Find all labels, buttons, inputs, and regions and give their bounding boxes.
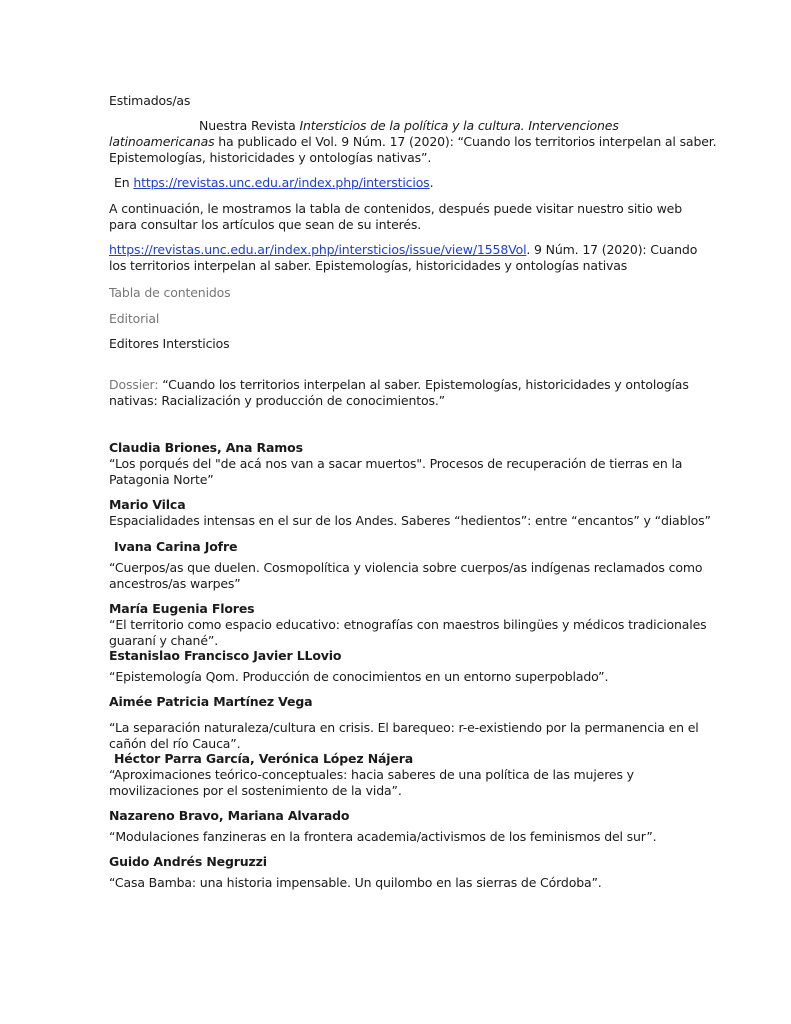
article-authors: Héctor Parra García, Verónica López Nájera	[114, 751, 414, 766]
article-title-cont: Patagonia Norte”	[109, 472, 214, 487]
article-authors: Aimée Patricia Martínez Vega	[109, 694, 313, 709]
article-title-cont: movilizaciones por el sostenimiento de la vida”.	[109, 783, 402, 798]
issue-link[interactable]: https://revistas.unc.edu.ar/index.php/intersticios/issue/view/1558Vol	[109, 242, 527, 257]
continuation-paragraph: A continuación, le mostramos la tabla de contenidos, después puede visitar nuestro sitio web para consultar los artículos que sean de su interés.	[109, 201, 682, 232]
article-authors: Guido Andrés Negruzzi	[109, 854, 267, 869]
article-title: “Casa Bamba: una historia impensable. Un quilombo en las sierras de Córdoba”.	[109, 875, 602, 890]
article-title: “Aproximaciones teórico-conceptuales: hacia saberes de una política de las mujeres y	[109, 767, 634, 782]
issue-line-2: los territorios interpelan al saber. Epistemologías, historicidades y ontologías nativas	[109, 258, 628, 273]
article-authors: Claudia Briones, Ana Ramos	[109, 440, 303, 455]
intro-prefix: Nuestra Revista	[199, 118, 300, 133]
issue-rest: . 9 Núm. 17 (2020): Cuando	[526, 242, 698, 257]
article-title-cont: guaraní y chané”.	[109, 633, 219, 648]
dossier-line-1	[109, 377, 689, 393]
site-line	[109, 175, 689, 191]
intro-line-1	[109, 118, 684, 134]
article-title: “La separación naturaleza/cultura en crisis. El barequeo: r-e-existiendo por la permanencia en el	[109, 720, 699, 735]
article-title: “Epistemología Qom. Producción de conocimientos en un entorno superpoblado”.	[109, 669, 609, 684]
dossier-label: Dossier:	[109, 377, 159, 392]
site-suffix: .	[429, 175, 434, 190]
issue-line-1	[109, 242, 698, 258]
section-editorial: Editorial	[109, 311, 160, 326]
journal-title-cont: latinoamericanas	[109, 134, 215, 149]
article-authors: Estanislao Francisco Javier LLovio	[109, 648, 342, 663]
article-title: “Los porqués del "de acá nos van a sacar muertos". Procesos de recuperación de tierras en la	[109, 456, 683, 471]
journal-title: Intersticios de la política y la cultura. Intervenciones	[299, 118, 619, 133]
article-title-cont: ancestros/as warpes”	[109, 576, 241, 591]
greeting: Estimados/as	[109, 93, 191, 108]
dossier-line-2: nativas: Racialización y producción de conocimientos.”	[109, 393, 445, 408]
site-prefix: En	[114, 175, 134, 190]
intro-line-2	[109, 134, 717, 150]
article-title: Espacialidades intensas en el sur de los Andes. Saberes “hedientos”: entre “encantos” y “diablos”	[109, 513, 711, 528]
article-title-cont: cañón del río Cauca”.	[109, 736, 241, 751]
toc-label: Tabla de contenidos	[109, 285, 231, 300]
intro-line-3: Epistemologías, historicidades y ontologías nativas”.	[109, 150, 432, 165]
article-authors: Mario Vilca	[109, 497, 186, 512]
article-authors: María Eugenia Flores	[109, 601, 255, 616]
article-title: “El territorio como espacio educativo: etnografías con maestros bilingües y médicos tradicionales	[109, 617, 707, 632]
article-authors: Ivana Carina Jofre	[114, 539, 238, 554]
article-title: “Modulaciones fanzineras en la frontera academia/activismos de los feminismos del sur”.	[109, 829, 657, 844]
article-authors: Nazareno Bravo, Mariana Alvarado	[109, 808, 350, 823]
article-title: “Cuerpos/as que duelen. Cosmopolítica y violencia sobre cuerpos/as indígenas reclamados como	[109, 560, 703, 575]
dossier-title: “Cuando los territorios interpelan al saber. Epistemologías, historicidades y ontologías	[158, 377, 689, 392]
editorial-authors: Editores Intersticios	[109, 336, 230, 351]
intro-after-journal: ha publicado el Vol. 9 Núm. 17 (2020): “Cuando los territorios interpelan al saber.	[214, 134, 717, 149]
site-link[interactable]: https://revistas.unc.edu.ar/index.php/intersticios	[133, 175, 430, 190]
